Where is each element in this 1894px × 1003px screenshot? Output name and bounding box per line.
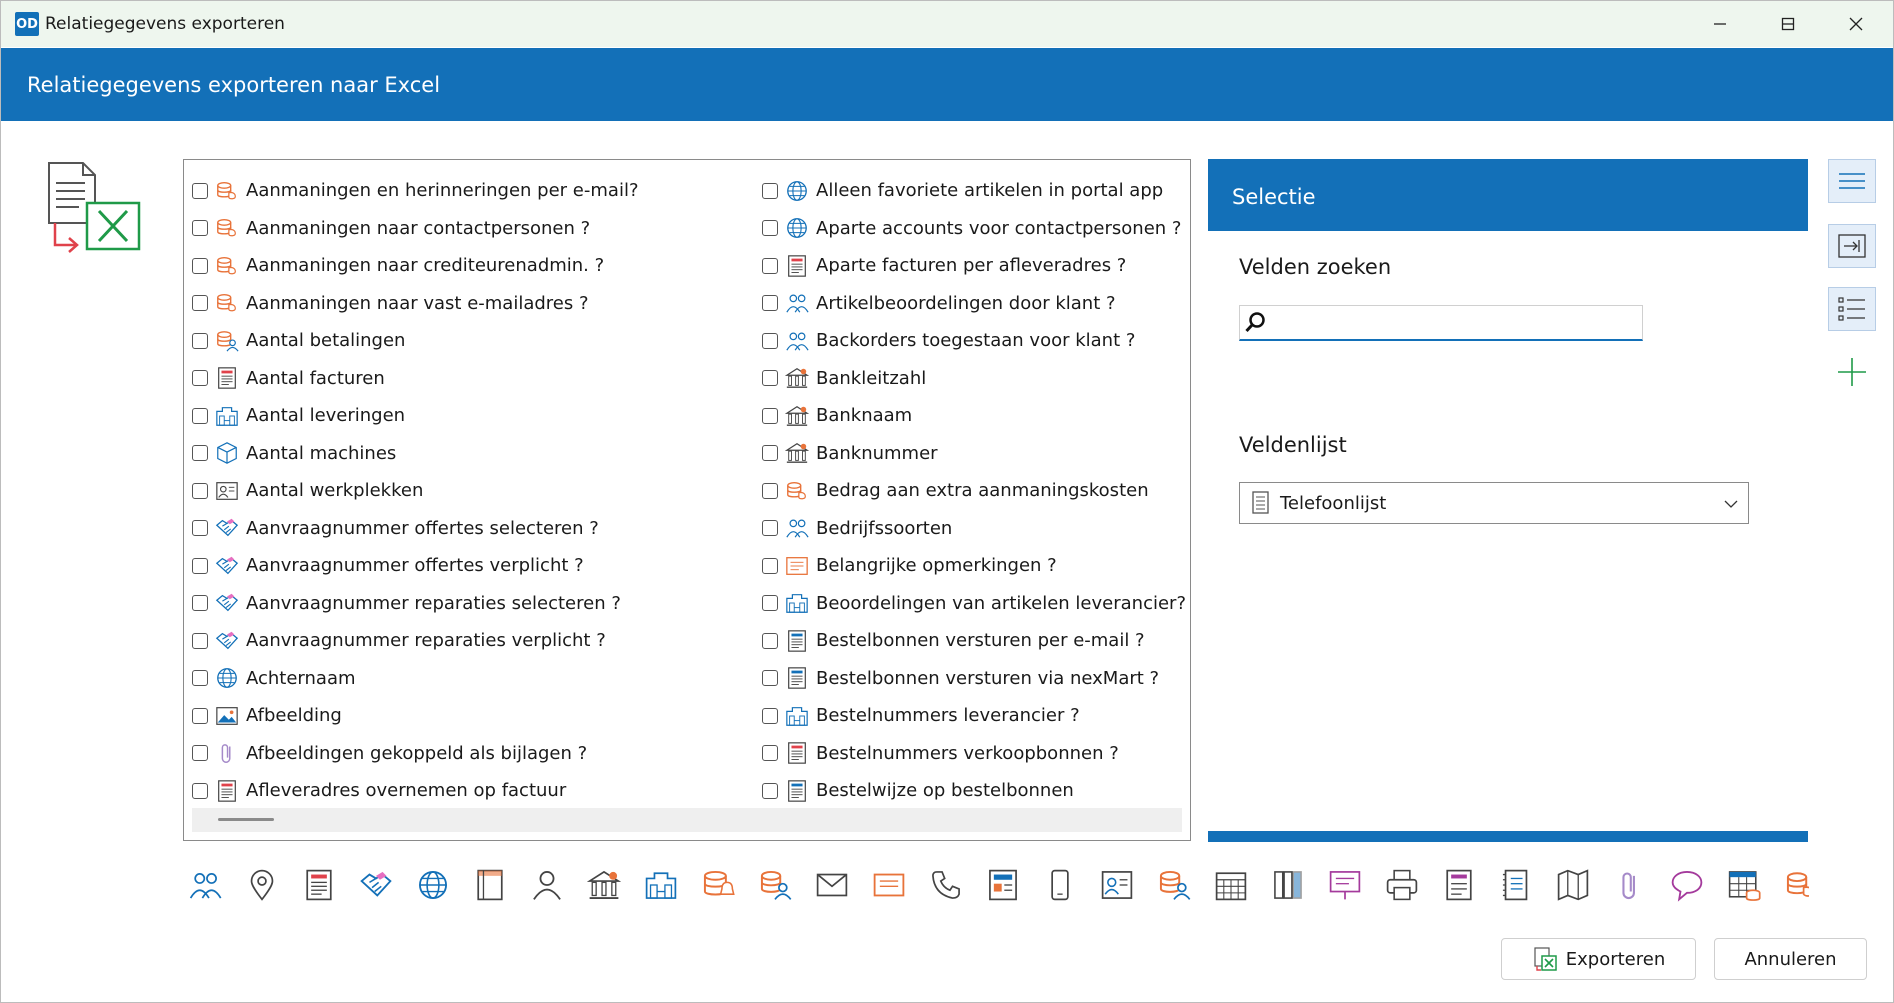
field-checkbox[interactable] [762,783,778,799]
coins-bell-icon[interactable] [696,863,740,907]
export-to-excel-icon [45,161,145,256]
minimize-icon [1712,16,1728,32]
field-row[interactable] [762,210,1186,248]
field-label: Bestelbonnen versturen per e-mail ? [816,630,1145,652]
coins-icon [214,178,240,204]
person-icon[interactable] [525,863,569,907]
field-row[interactable] [762,660,1186,698]
coins-icon [214,290,240,316]
field-label: Bedrag aan extra aanmaningskosten [816,480,1149,502]
field-checkbox[interactable] [192,783,208,799]
field-checkbox[interactable] [192,220,208,236]
field-label: Banknummer [816,442,938,464]
image-icon [214,703,240,729]
add-button[interactable] [1828,350,1876,394]
field-column-left [192,172,639,810]
field-row[interactable] [192,435,639,473]
field-label: Bestelnummers leverancier ? [816,705,1080,727]
field-checkbox[interactable] [192,520,208,536]
field-row[interactable] [762,585,1186,623]
coins-icon[interactable] [1779,863,1809,907]
dialog-heading: Relatiegegevens exporteren naar Excel [27,73,441,97]
field-label: Backorders toegestaan voor klant ? [816,330,1136,352]
field-row[interactable] [192,660,639,698]
arrow-into-box-icon [1837,233,1867,259]
handshake-icon[interactable] [354,863,398,907]
field-column-right [762,172,1186,810]
coins-icon [784,478,810,504]
bulleted-list-icon [1837,294,1867,324]
search-input[interactable] [1274,310,1638,338]
notepad-icon[interactable] [1494,863,1538,907]
field-row[interactable] [762,322,1186,360]
note-icon [784,553,810,579]
field-checkbox[interactable] [192,633,208,649]
coins-icon [214,215,240,241]
book-icon[interactable] [468,863,512,907]
field-row[interactable] [192,322,639,360]
category-icon-bar [183,863,1809,907]
paperclip-icon[interactable] [1608,863,1652,907]
header-band [1,48,1893,121]
presentation-icon[interactable] [1323,863,1367,907]
selection-footer-bar [1208,831,1808,842]
invoice-icon [784,253,810,279]
field-row[interactable] [192,772,639,810]
field-checkbox[interactable] [762,408,778,424]
field-checkbox[interactable] [192,670,208,686]
people-icon [784,328,810,354]
export-button[interactable] [1501,938,1696,980]
people-icon [784,290,810,316]
globe-icon [784,215,810,241]
close-button[interactable] [1821,1,1891,47]
table-calendar-icon[interactable] [1722,863,1766,907]
maximize-icon [1780,16,1796,32]
field-label: Bestelnummers verkoopbonnen ? [816,742,1119,764]
printer-icon[interactable] [1380,863,1424,907]
field-label: Aantal machines [246,442,397,464]
field-label: Aantal leveringen [246,405,406,427]
field-checkbox[interactable] [192,445,208,461]
field-row[interactable] [192,697,639,735]
handshake-icon [214,628,240,654]
bank-icon [784,365,810,391]
field-list-select[interactable] [1239,482,1749,524]
bank-icon [784,403,810,429]
field-label: Aantal betalingen [246,330,406,352]
field-list [183,159,1191,841]
excel-export-icon [1532,946,1558,972]
field-row[interactable] [192,622,639,660]
people-icon [784,515,810,541]
field-label: Aanvraagnummer reparaties verplicht ? [246,630,606,652]
field-checkbox[interactable] [192,258,208,274]
warehouse-icon [214,403,240,429]
field-label: Afleveradres overnemen op factuur [246,780,567,802]
field-checkbox[interactable] [762,258,778,274]
export-button-label: Exporteren [1565,948,1666,970]
field-label: Afbeeldingen gekoppeld als bijlagen ? [246,742,588,764]
field-checkbox[interactable] [762,370,778,386]
field-checkbox[interactable] [762,558,778,574]
field-row[interactable] [762,397,1186,435]
books-icon[interactable] [1266,863,1310,907]
contact-card-icon[interactable] [1095,863,1139,907]
field-label: Artikelbeoordelingen door klant ? [816,292,1116,314]
field-label: Aanmaningen naar vast e-mailadres ? [246,292,589,314]
field-row[interactable] [192,472,639,510]
coins-person-icon[interactable] [753,863,797,907]
field-row[interactable] [192,360,639,398]
field-checkbox[interactable] [192,708,208,724]
field-row[interactable] [192,547,639,585]
horizontal-scrollbar[interactable] [192,808,1182,832]
chevron-down-icon [1724,499,1738,509]
id-card-icon [214,478,240,504]
field-row[interactable] [192,585,639,623]
search-icon [1244,310,1268,334]
field-row[interactable] [192,735,639,773]
field-label: Aparte facturen per afleveradres ? [816,255,1127,277]
field-checkbox[interactable] [762,520,778,536]
coins-person-icon[interactable] [1152,863,1196,907]
coins-person-icon [214,328,240,354]
chat-bubble-icon[interactable] [1665,863,1709,907]
bank-icon[interactable] [582,863,626,907]
order-form-icon [784,628,810,654]
warehouse-icon [784,703,810,729]
people-icon[interactable] [183,863,227,907]
field-checkbox[interactable] [762,595,778,611]
cube-icon [214,440,240,466]
bank-icon [784,440,810,466]
field-row[interactable] [192,172,639,210]
invoice-icon [214,778,240,804]
field-row[interactable] [762,735,1186,773]
field-label: Aanmaningen en herinneringen per e-mail? [246,180,639,202]
scrollbar-thumb[interactable] [218,818,274,821]
phone-icon[interactable] [924,863,968,907]
field-checkbox[interactable] [762,745,778,761]
field-checkbox[interactable] [192,745,208,761]
search-label: Velden zoeken [1239,255,1392,279]
invoice-icon [214,365,240,391]
field-row[interactable] [192,510,639,548]
field-label: Belangrijke opmerkingen ? [816,555,1057,577]
field-row[interactable] [762,247,1186,285]
document-icon[interactable] [1437,863,1481,907]
field-checkbox[interactable] [762,295,778,311]
plus-icon [1837,357,1867,387]
field-checkbox[interactable] [192,183,208,199]
handshake-icon [214,553,240,579]
selection-header [1208,159,1808,231]
field-label: Aanvraagnummer reparaties selecteren ? [246,592,621,614]
handshake-icon [214,590,240,616]
field-row[interactable] [762,285,1186,323]
cancel-button-label: Annuleren [1744,948,1837,970]
field-label: Bankleitzahl [816,367,927,389]
field-checkbox[interactable] [762,670,778,686]
calendar-icon[interactable] [1209,863,1253,907]
form-icon[interactable] [981,863,1025,907]
field-label: Beoordelingen van artikelen leverancier? [816,592,1187,614]
app-logo-icon: OD [15,12,39,36]
selection-title: Selectie [1232,185,1316,209]
field-row[interactable] [192,210,639,248]
field-row[interactable] [192,247,639,285]
field-row[interactable] [762,772,1186,810]
field-label: Afbeelding [246,705,342,727]
field-checkbox[interactable] [762,633,778,649]
field-row[interactable] [762,360,1186,398]
field-row[interactable] [762,697,1186,735]
mobile-icon[interactable] [1038,863,1082,907]
field-label: Aanvraagnummer offertes verplicht ? [246,555,584,577]
window-title: Relatiegegevens exporteren [45,14,285,34]
minimize-button-alt[interactable] [1685,1,1755,47]
field-checkbox[interactable] [762,220,778,236]
cancel-button[interactable] [1714,938,1867,980]
field-label: Aantal werkplekken [246,480,424,502]
field-checkbox[interactable] [192,370,208,386]
field-label: Achternaam [246,667,356,689]
handshake-icon [214,515,240,541]
invoice-icon[interactable] [297,863,341,907]
field-label: Bestelbonnen versturen via nexMart ? [816,667,1160,689]
field-checkbox[interactable] [192,595,208,611]
field-row[interactable] [762,172,1186,210]
message-icon[interactable] [867,863,911,907]
list-document-icon [1251,491,1271,515]
field-row[interactable] [192,397,639,435]
field-checkbox[interactable] [762,183,778,199]
maximize-button[interactable] [1753,1,1823,47]
field-label: Bestelwijze op bestelbonnen [816,780,1074,802]
field-label: Banknaam [816,405,913,427]
globe-icon [784,178,810,204]
title-bar [1,1,1893,47]
warehouse-icon[interactable] [639,863,683,907]
warehouse-icon [784,590,810,616]
field-row[interactable] [762,622,1186,660]
select-value: Telefoonlijst [1280,493,1387,514]
field-checkbox[interactable] [192,483,208,499]
mail-icon[interactable] [810,863,854,907]
search-field[interactable] [1239,305,1643,341]
field-label: Aanmaningen naar contactpersonen ? [246,217,591,239]
field-checkbox[interactable] [192,558,208,574]
field-row[interactable] [762,472,1186,510]
selection-panel [1208,159,1808,842]
field-checkbox[interactable] [192,408,208,424]
field-checkbox[interactable] [762,333,778,349]
paperclip-icon [214,740,240,766]
field-row[interactable] [192,285,639,323]
field-checkbox[interactable] [192,295,208,311]
field-row[interactable] [762,547,1186,585]
field-label: Aparte accounts voor contactpersonen ? [816,217,1182,239]
field-row[interactable] [762,435,1186,473]
location-pin-icon[interactable] [240,863,284,907]
invoice-icon [784,740,810,766]
list-label: Veldenlijst [1239,433,1347,457]
field-checkbox[interactable] [192,333,208,349]
move-right-button[interactable] [1828,224,1876,268]
field-label: Bedrijfssoorten [816,517,953,539]
globe-icon[interactable] [411,863,455,907]
bulleted-list-button[interactable] [1828,287,1876,331]
menu-lines-button[interactable] [1828,159,1876,203]
coins-icon [214,253,240,279]
close-icon [1848,16,1864,32]
globe-icon [214,665,240,691]
field-label: Aanmaningen naar crediteurenadmin. ? [246,255,605,277]
field-checkbox[interactable] [762,708,778,724]
field-label: Aantal facturen [246,367,385,389]
order-form-icon [784,665,810,691]
field-row[interactable] [762,510,1186,548]
field-checkbox[interactable] [762,483,778,499]
menu-lines-icon [1837,169,1867,193]
map-icon[interactable] [1551,863,1595,907]
field-label: Aanvraagnummer offertes selecteren ? [246,517,599,539]
field-label: Alleen favoriete artikelen in portal app [816,180,1164,202]
order-form-icon [784,778,810,804]
field-checkbox[interactable] [762,445,778,461]
